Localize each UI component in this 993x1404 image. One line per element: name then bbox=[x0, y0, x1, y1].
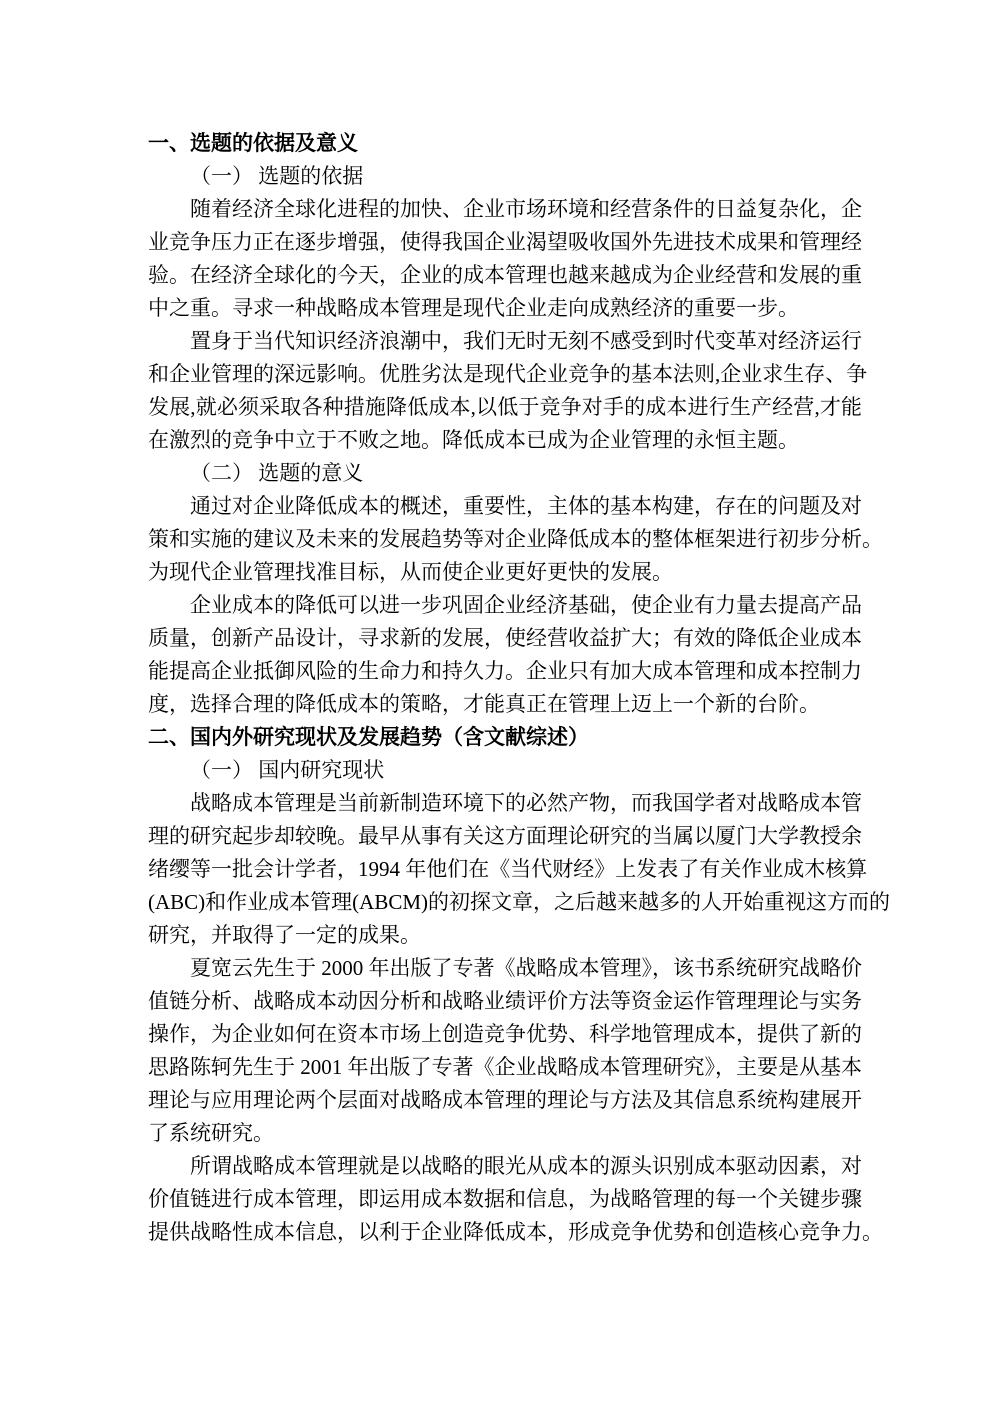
paragraph-line: 值链分析、战略成本动因分析和战略业绩评价方法等资金运作管理理论与实务 bbox=[148, 989, 862, 1013]
paragraph-line: 策和实施的建议及未来的发展趋势等对企业降低成本的整体框架进行初步分析。 bbox=[148, 527, 883, 551]
paragraph-line: 提供战略性成本信息，以利于企业降低成本，形成竞争优势和创造核心竞争力。 bbox=[148, 1220, 883, 1244]
paragraph-line: 研究，并取得了一定的成果。 bbox=[148, 923, 421, 947]
paragraph-line: 操作，为企业如何在资本市场上创造竞争优势、科学地管理成本，提供了新的 bbox=[148, 1022, 862, 1046]
paragraph-line: 夏宽云先生于 2000 年出版了专著《战略成本管理》，该书系统研究战略价 bbox=[190, 956, 862, 980]
paragraph-line: 理的研究起步却较晚。最早从事有关这方面理论研究的当属以厦门大学教授余 bbox=[148, 824, 862, 848]
paragraph-line: 绪缨等一批会计学者，1994 年他们在《当代财经》上发表了有关作业成木核算 bbox=[148, 857, 868, 881]
subsection-heading: （二） 选题的意义 bbox=[190, 461, 364, 485]
paragraph-line: (ABC)和作业成本管理(ABCM)的初探文章，之后越来越多的人开始重视这方而的 bbox=[148, 890, 891, 914]
paragraph-line: 发展,就必须采取各种措施降低成本,以低于竞争对手的成本进行生产经营,才能 bbox=[148, 395, 862, 419]
paragraph-line: 价值链进行成本管理，即运用成本数据和信息，为战略管理的每一个关键步骤 bbox=[148, 1187, 862, 1211]
paragraph-line: 置身于当代知识经济浪潮中，我们无时无刻不感受到时代变革对经济运行 bbox=[190, 329, 862, 353]
paragraph-line: 了系统研究。 bbox=[148, 1121, 274, 1145]
section-heading: 一、选题的依据及意义 bbox=[148, 131, 358, 155]
paragraph-line: 通过对企业降低成本的概述，重要性，主体的基本构建，存在的问题及对 bbox=[190, 494, 862, 518]
paragraph-line: 能提高企业抵御风险的生命力和持久力。企业只有加大成本管理和成本控制力 bbox=[148, 659, 862, 683]
paragraph-line: 随着经济全球化进程的加快、企业市场环境和经营条件的日益复杂化，企 bbox=[190, 197, 862, 221]
paragraph-line: 和企业管理的深远影响。优胜劣汰是现代企业竞争的基本法则,企业求生存、争 bbox=[148, 362, 868, 386]
paragraph-line: 业竞争压力正在逐步增强，使得我国企业渴望吸收国外先进技术成果和管理经 bbox=[148, 230, 862, 254]
paragraph-line: 度，选择合理的降低成本的策略，才能真正在管理上迈上一个新的台阶。 bbox=[148, 692, 820, 716]
paragraph-line: 所谓战略成本管理就是以战略的眼光从成本的源头识别成本驱动因素，对 bbox=[190, 1154, 862, 1178]
paragraph-line: 在激烈的竞争中立于不败之地。降低成本已成为企业管理的永恒主题。 bbox=[148, 428, 799, 452]
section-heading: 二、国内外研究现状及发展趋势（含文献综述） bbox=[148, 725, 589, 749]
paragraph-line: 理论与应用理论两个层面对战略成本管理的理论与方法及其信息系统构建展开 bbox=[148, 1088, 862, 1112]
subsection-heading: （一） 选题的依据 bbox=[190, 164, 364, 188]
paragraph-line: 为现代企业管理找准目标，从而使企业更好更快的发展。 bbox=[148, 560, 673, 584]
document-content bbox=[148, 127, 891, 1249]
paragraph-line: 战略成本管理是当前新制造环境下的必然产物，而我国学者对战略成本管 bbox=[190, 791, 862, 815]
paragraph-line: 验。在经济全球化的今天，企业的成本管理也越来越成为企业经营和发展的重 bbox=[148, 263, 862, 287]
paragraph-line: 中之重。寻求一种战略成本管理是现代企业走向成熟经济的重要一步。 bbox=[148, 296, 799, 320]
subsection-heading: （一） 国内研究现状 bbox=[190, 758, 385, 782]
paragraph-line: 思路陈轲先生于 2001 年出版了专著《企业战略成本管理研究》，主要是从基本 bbox=[148, 1055, 862, 1079]
paragraph-line: 质量，创新产品设计，寻求新的发展，使经营收益扩大；有效的降低企业成本 bbox=[148, 626, 862, 650]
paragraph-line: 企业成本的降低可以进一步巩固企业经济基础，使企业有力量去提高产品 bbox=[190, 593, 862, 617]
